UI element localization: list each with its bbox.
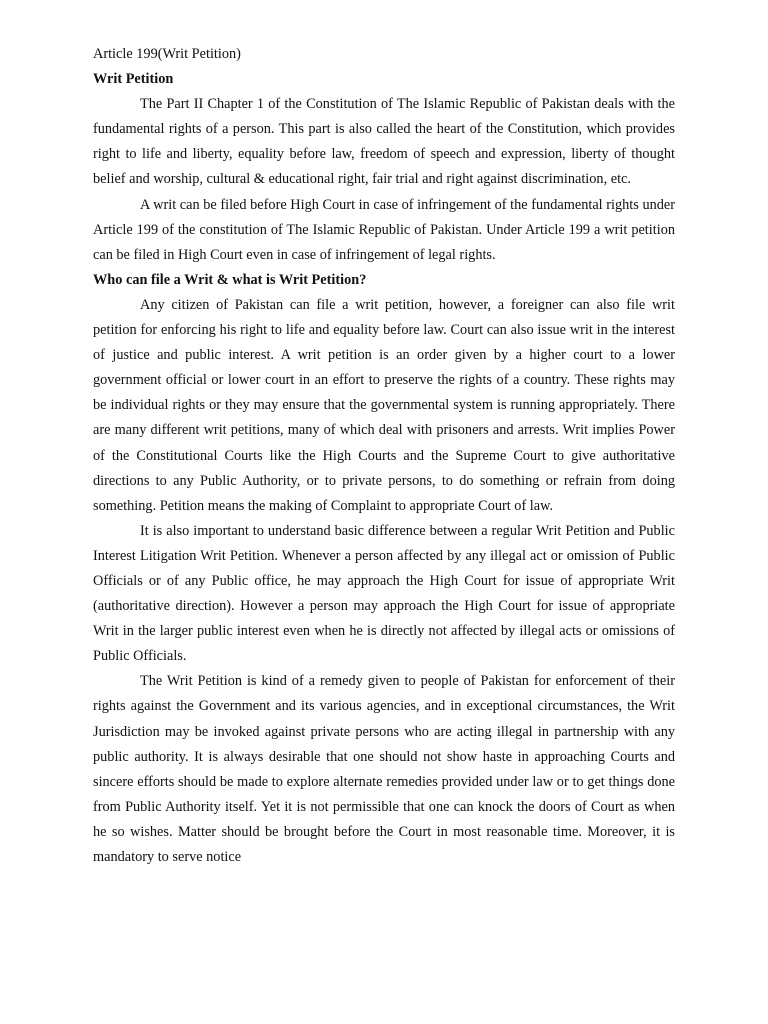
paragraph: It is also important to understand basic difference between a regular Writ Petition and Public Interest Litigation Writ Petition. Whenever a person affected by any illegal act or omission of Public Officials or of any Public office, he may approach the High Court for issue of appropriate Writ (authoritative direction). However a person may approach the High Court for issue of appropriate Writ in the larger public interest even when he is directly not affected by illegal acts or omissions of Public Officials. xyxy=(93,522,675,665)
paragraph: The Part II Chapter 1 of the Constitution of The Islamic Republic of Pakistan deals with the fundamental rights of a person. This part is also called the heart of the Constitution, which provides right to life and liberty, equality before law, freedom of speech and expression, liberty of thought belief and worship, cultural & educational right, fair trial and right against discrimination, etc. xyxy=(93,96,675,188)
document-header: Article 199(Writ Petition) xyxy=(93,46,241,62)
section-heading-writ-petition: Writ Petition xyxy=(93,71,174,88)
section-heading-who-can-file: Who can file a Writ & what is Writ Petition? xyxy=(93,271,367,288)
paragraph: A writ can be filed before High Court in case of infringement of the fundamental rights under Article 199 of the constitution of The Islamic Republic of Pakistan. Under Article 199 a writ petition can be filed in High Court even in case of infringement of legal rights. xyxy=(93,196,675,263)
paragraph: Any citizen of Pakistan can file a writ petition, however, a foreigner can also file writ petition for enforcing his right to life and equality before law. Court can also issue writ in the interest of justice and public interest. A writ petition is an order given by a higher court to a lower government official or lower court in an effort to preserve the rights of a country. These rights may be individual rights or they may ensure that the governmental system is running appropriately. There are many different writ petitions, many of which deal with prisoners and arrests. Writ implies Power of the Constitutional Courts like the High Courts and the Supreme Court to give authoritative directions to any Public Authority, or to private persons, to do something or refrain from doing something. Petition means the making of Complaint to appropriate Court of law. xyxy=(93,296,675,514)
paragraph: The Writ Petition is kind of a remedy given to people of Pakistan for enforcement of their rights against the Government and its various agencies, and in exceptional circumstances, the Writ Jurisdiction may be invoked against private persons who are acting illegal in partnership with any public authority. It is always desirable that one should not show haste in approaching Courts and sincere efforts should be made to explore alternate remedies provided under law or to get things done from Public Authority itself. Yet it is not permissible that one can knock the doors of Court as when he so wishes. Matter should be brought before the Court in most reasonable time. Moreover, it is mandatory to serve notice xyxy=(93,673,675,865)
